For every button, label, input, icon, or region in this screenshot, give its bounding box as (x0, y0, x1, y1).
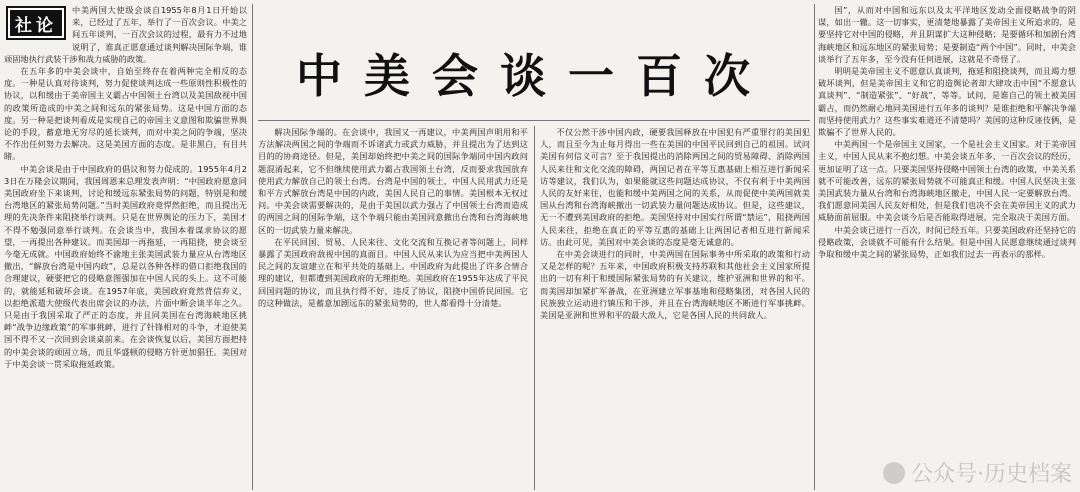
article-paragraph: 在中美会谈进行的同时，中美两国在国际事务中所采取的政策和行动又是怎样的呢？五年来，中国政府积极支持苏联和其他社会主义国家所提出的一切有利于和缓国际紧张局势的有关建议，维护亚洲和世界的和平。而美国却加紧扩军备战，在亚洲建立军事基地和侵略集团，对各国人民的民族独立运动进行镇压和干涉，并且在台湾海峡地区不断进行军事挑衅。美国是亚洲和世界和平的最大敌人，它是各国人民的共同敌人。 (540, 249, 810, 321)
headline: 中美会谈一百次 (296, 49, 772, 103)
column-divider (534, 126, 535, 490)
article-paragraph: 不仅公然干涉中国内政，硬要我国释放在中国犯有严重罪行的美国犯人，而且至今为止每月得出一些在美国的中国平民回到自己的祖国。试问美国有何信义可言？至于我国提出的消除两国之间的贸易障碍、消除两国人民来往和文化交流的障碍，两国记者在平等互惠基础上相互进行新闻采访等建议，我们认为，如果能就这些问题达成协议，不仅有利于中美两国人民的友好来往，也能和缓中美两国之间的关系，从而促使中美两国就美国从台湾和台湾海峡撤出一切武装力量问题达成协议。但是，这些建议，无一不遭到美国政府的拒绝。美国坚持对中国实行所谓“禁运”，阻挠两国人民来往，拒绝在真正的平等互惠的基础上让两国记者相互进行新闻采访。由此可见，美国对中美会谈的态度是毫无诚意的。 (540, 127, 810, 247)
article-paragraph: 国”，从而对中国和远东以及太平洋地区发动全面侵略战争的阴谋，如出一辙。这一切事实，更清楚地暴露了美帝国主义所追求的，是要坚持它对中国的侵略，并且阴谋扩大这种侵略；是要循环和加剧台湾海峡地区和远东地区的紧张局势；是要制造“两个中国”。同时，中美会谈举行了五年多，至今没有任何进展，这就是不奇怪了。 (818, 5, 1076, 64)
article-paragraph: 中美会谈已进行一百次，时间已经五年。只要美国政府还坚持它的侵略政策，会谈就不可能有什么结果。但是中国人民愿意继续通过谈判争取和缓中美之间的紧张局势，正如我们过去一再表示的那样。 (818, 224, 1076, 260)
column-divider (252, 4, 253, 490)
article-paragraph: 解决国际争端的。在会谈中，我国又一再建议，中美两国声明用和平方法解决两国之间的争端而不诉诸武力或武力威胁，并且提出为了达到这目的的协商途径。但是，美国却始终把中美之间的国际争端同中国内政问题混淆起来，它不但继续使用武力霸占我国领土台湾，反而要求我国放弃使用武力解放自己的领土台湾。台湾是中国的领土，中国人民用武力还是和平方式解放台湾是中国的内政，美国人民自己的事情。美国根本无权过问。中美会谈需要解决的，是由于美国以武力强占了中国领土台湾而造成的两国之间的国际争端，这个争端只能由美国同意撤出台湾和台湾海峡地区的一切武装力量来解决。 (258, 127, 528, 235)
article-column-4 (818, 4, 1076, 490)
watermark-text: 公众号·历史档案 (911, 462, 1072, 487)
article-column-1 (4, 4, 247, 490)
article-paragraph: 在五年多的中美会谈中，自始至终存在着两种完全相反的态度。一种是认真对待谈判，努力促使谈判达成一些原则性积极性的协议，以和缓由于美帝国主义霸占中国领土台湾以及美国敌视中国的政策所造成的中美之间和远东的紧张局势。这是中国方面的态度。另一种是把谈判看成是实现自己的帝国主义意图和欺骗世界舆论的手段，蓄意地无穷尽的延长谈判，而对中美之间的争端，坚决不作出任何努力去解决。这是美国方面的态度。是非黑白，有目共睹。 (4, 66, 247, 162)
article-paragraph: 在平民回国、贸易、人民来往、文化交流和互换记者等问题上，同样暴露了美国政府敌视中国的真面目。中国人民从来认为应当把中美两国人民之间的友谊建立在和平共处的基础上。中国政府为此提出了许多合情合理的建议，但都遭到美国政府的无理拒绝。美国政府在1955年达成了平民回国问题的协议，而且执行得不好，违反了协议，阻挠中国侨民回国。它的这种做法，是蓄意加剧远东的紧张局势的，世人都看得十分清楚。 (258, 236, 528, 308)
column-divider (814, 4, 815, 490)
headline-divider (258, 120, 810, 121)
article-paragraph: 中美两国一个是帝国主义国家，一个是社会主义国家。对于美帝国主义，中国人民从来不抱幻想。中美会谈五年多、一百次会议的经历，更加证明了这一点。只要美国坚持侵略中国领土台湾的政策，中美关系就不可能改善，远东的紧张局势就不可能真正和缓。中国人民坚决主张美国武装力量从台湾和台湾海峡地区撤走，中国人民一定要解放台湾。我们愿意同美国人民友好相处，但是我们也决不会在美帝国主义的武力威胁面前屈服。中美会谈今后是否能取得进展，完全取决于美国方面。 (818, 139, 1076, 223)
editorial-stamp: 社论 (6, 6, 66, 40)
article-column-3 (540, 126, 810, 492)
article-paragraph: 明明是美帝国主义不愿意认真谈判，拖延和阻挠谈判，而且竭力想破坏谈判，但是美帝国主义和它的造舆论者却大肆攻击中国“不愿意认真谈判”、“制造紧张”、“好战”，等等。试问，是谁自己的领土被美国霸占，而仍然耐心地同美国进行五年多的谈判？是谁拒绝和平解决争端而坚持使用武力？这些事实难道还不清楚吗？美国的这种反诬伎俩，是欺骗不了世界人民的。 (818, 66, 1076, 138)
watermark (883, 457, 1072, 488)
article-paragraph: 中美会谈是由于中国政府的倡议和努力促成的。1955年4月23日在万隆会议期间，我国周恩来总理发表声明：“中国政府愿意同美国政府坐下来谈判，讨论和缓远东紧张局势的问题，特别是和缓台湾地区的紧张局势问题。”当时美国政府竟悍然拒绝，而且提出无理的先决条件来阻挠举行谈判。只是在世界舆论的压力下，美国才不得不勉强同意举行谈判。在会谈当中，我国本着谋求协议的愿望，一再提出各种建议。而美国却一再拖延，一再阻挠，使会谈至今毫无成就。中国政府始终不渝地主张美国武装力量应从台湾地区撤出，“解放台湾是中国内政”，总是以各种各样的借口拒绝我国的合理建议，硬要把它的侵略意图强加在中国人民的头上。这不可能的，就能延和破坏会谈。在1957年底，美国政府竟然背信弃义，以拒绝派遣大使级代表出席会议的办法，片面中断会谈半年之久。只是由于我国采取了严正的态度，并且同美国在台湾海峡地区挑衅“战争边缘政策”的军事挑衅，进行了针锋相对的斗争，才迫使美国不得不又一次回到会谈桌前来。在会谈恢复以后，美国方面把持的中美会谈的顽固立场，而且华盛顿的侵略方针更加猖狂。美国对于中美会谈一贯采取拖延政策。 (4, 163, 247, 369)
article-column-2 (258, 126, 528, 492)
article-paragraph: 中美两国大使级会谈自1955年8月1日开始以来，已经过了五年，举行了一百次会议。中美之间五年谈判，一百次会议的过程，最有力不过地说明了，谁真正愿意通过谈判解决国际争端，谁顽固地执行武装干涉和战力威胁的政策。 (4, 5, 247, 64)
wechat-icon (883, 462, 905, 484)
